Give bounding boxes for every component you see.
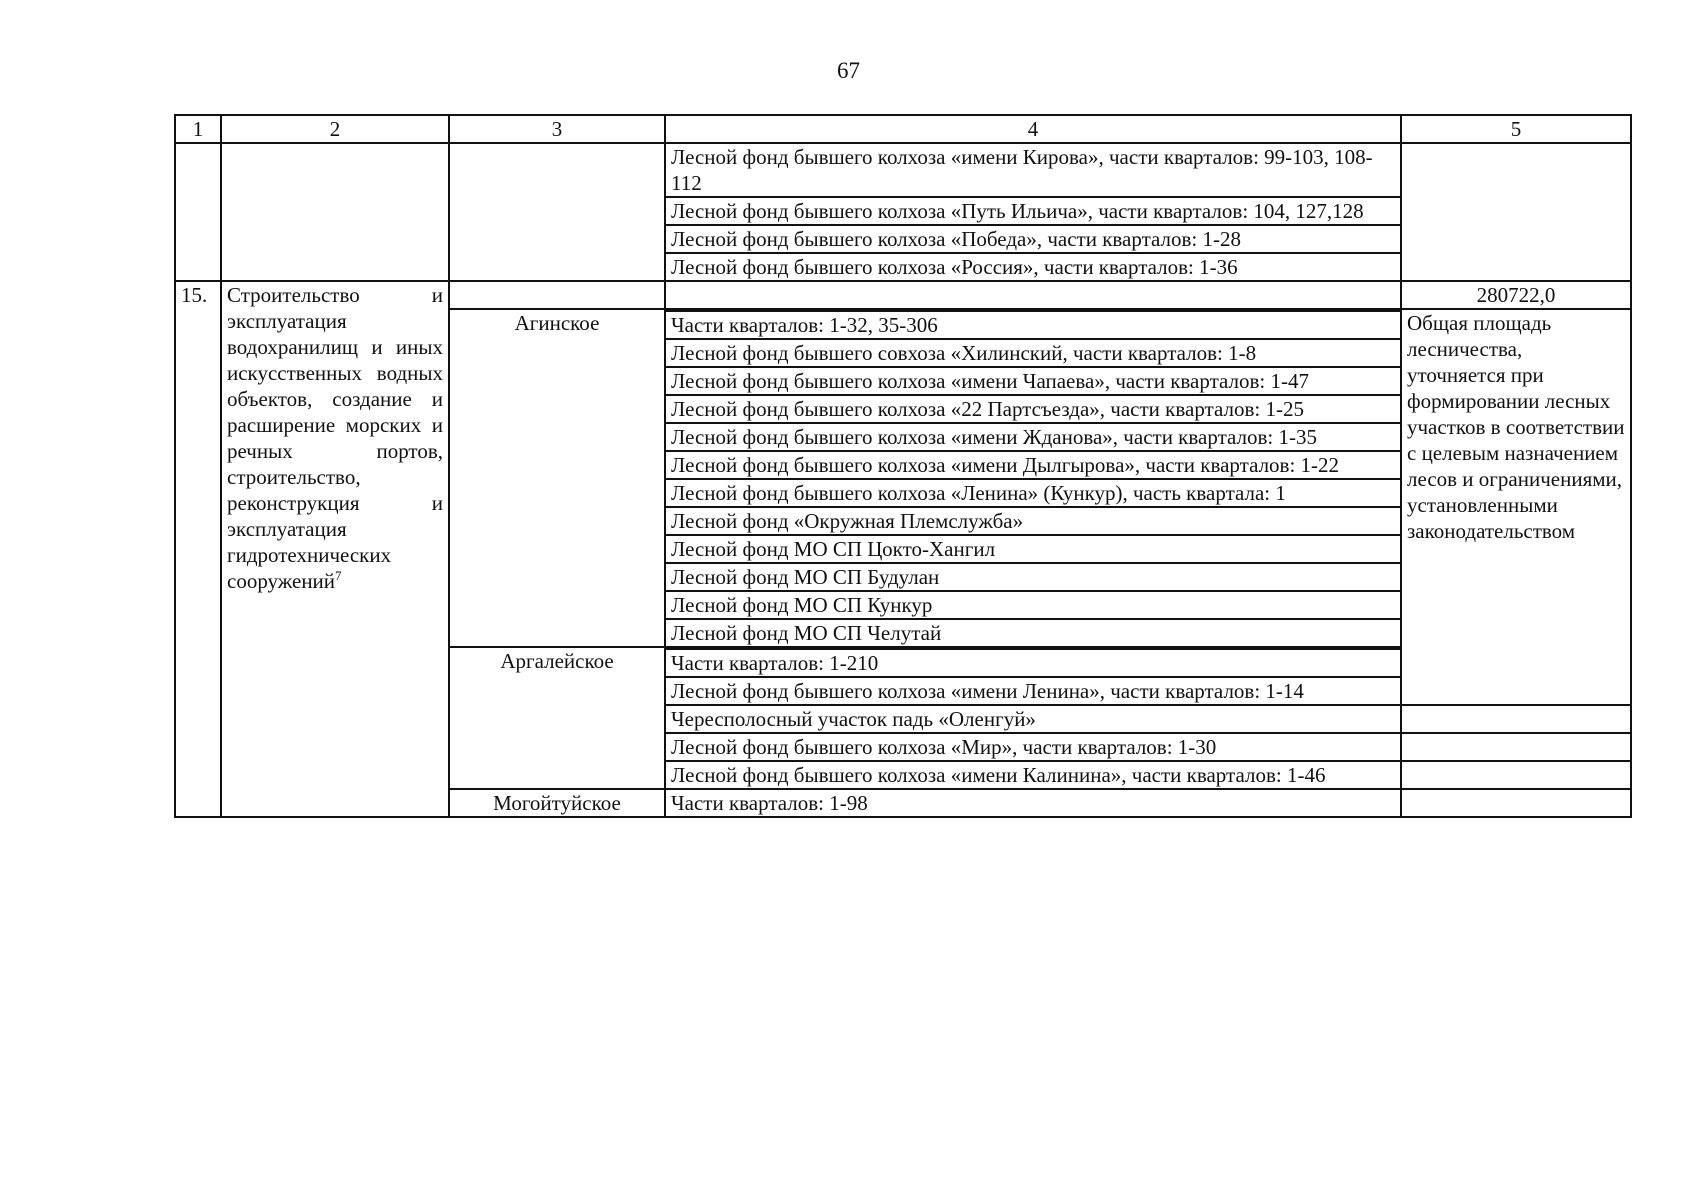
forestry-cell-empty [449,281,665,309]
header-row [175,115,1631,143]
usage-purpose-text: Строительство и эксплуатация водохранилищ и иных искусственных водных объектов, создание и расширение морских и речных портов, строительство, реконструкция и эксплуатация гидротехнических сооружений [227,283,443,593]
quarter-item: Лесной фонд бывшего колхоза «имени Ленина», части кварталов: 1-14 [665,677,1401,705]
quarter-item: Лесной фонд «Окружная Племслужба» [665,507,1401,535]
quarter-item: Лесной фонд бывшего колхоза «имени Калинина», части кварталов: 1-46 [665,761,1401,789]
quarter-item: Лесной фонд бывшего колхоза «Россия», части кварталов: 1-36 [665,253,1401,281]
total-area: 280722,0 [1401,281,1631,309]
cont-area-cell [1401,143,1631,281]
forest-table [174,114,1632,818]
cont-number-cell [175,143,221,281]
row-number: 15. [175,281,221,817]
area-cell-empty [1401,705,1631,733]
quarter-item: Части кварталов: 1-210 [665,649,1401,677]
quarter-item-empty [665,281,1401,309]
forestry-name-mogoytuyskoe: Могойтуйское [449,789,665,817]
quarter-item: Лесной фонд бывшего колхоза «имени Чапаева», части кварталов: 1-47 [665,367,1401,395]
quarter-item: Чересполосный участок падь «Оленгуй» [665,705,1401,733]
header-cell: 2 [221,115,449,143]
quarter-item: Лесной фонд бывшего колхоза «Мир», части кварталов: 1-30 [665,733,1401,761]
quarter-item: Лесной фонд бывшего колхоза «имени Жданова», части кварталов: 1-35 [665,423,1401,451]
quarter-item: Части кварталов: 1-32, 35-306 [665,311,1401,339]
table-row [175,281,1631,309]
quarter-item: Лесной фонд бывшего колхоза «имени Дылгырова», части кварталов: 1-22 [665,451,1401,479]
forestry-name-aginskoe: Агинское [449,309,665,647]
cont-purpose-cell [221,143,449,281]
quarter-item: Лесной фонд МО СП Челутай [665,619,1401,647]
quarter-item: Лесной фонд бывшего колхоза «22 Партсъезда», части кварталов: 1-25 [665,395,1401,423]
usage-purpose [221,281,449,817]
header-cell: 1 [175,115,221,143]
area-cell-empty [1401,761,1631,789]
area-cell-empty [1401,789,1631,817]
quarter-item: Лесной фонд бывшего колхоза «Путь Ильича», части кварталов: 104, 127,128 [665,197,1401,225]
header-cell: 5 [1401,115,1631,143]
quarter-item: Лесной фонд МО СП Цокто-Хангил [665,535,1401,563]
header-cell: 4 [665,115,1401,143]
header-cell: 3 [449,115,665,143]
quarter-item: Лесной фонд МО СП Будулан [665,563,1401,591]
area-note: Общая площадь лесничества, уточняется при формировании лесных участков в соответствии с целевым назначением лесов и ограничениями, установленными законодательством [1401,309,1631,705]
quarter-item: Лесной фонд МО СП Кункур [665,591,1401,619]
quarter-item: Лесной фонд бывшего колхоза «Ленина» (Кункур), часть квартала: 1 [665,479,1401,507]
footnote-mark: 7 [335,568,342,583]
table-row [175,143,1631,197]
cont-forestry-cell [449,143,665,281]
area-cell-empty [1401,733,1631,761]
page-number: 67 [837,58,860,83]
quarter-item: Лесной фонд бывшего совхоза «Хилинский, части кварталов: 1-8 [665,339,1401,367]
quarter-item: Лесной фонд бывшего колхоза «Победа», части кварталов: 1-28 [665,225,1401,253]
forestry-name-argaleyskoe: Аргалейское [449,647,665,789]
quarter-item: Части кварталов: 1-98 [665,789,1401,817]
quarter-item: Лесной фонд бывшего колхоза «имени Кирова», части кварталов: 99-103, 108-112 [665,143,1401,197]
